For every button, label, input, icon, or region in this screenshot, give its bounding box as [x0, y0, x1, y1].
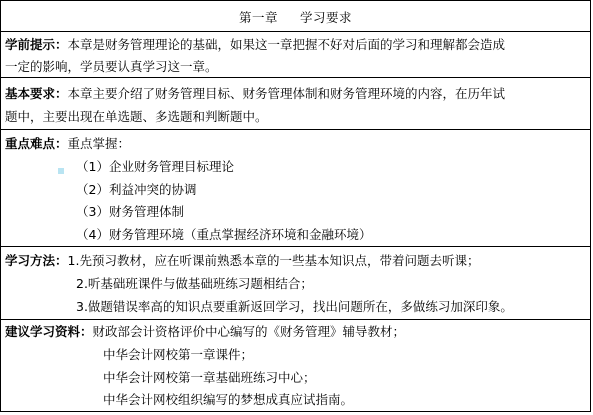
table-title-row: [1, 1, 590, 31]
basic-requirements-label: 基本要求：: [5, 86, 68, 101]
suggested-materials-line-1: [5, 324, 405, 340]
key-point-item: （3）财务管理体制: [76, 204, 184, 219]
basic-requirements-row: [1, 77, 590, 129]
basic-requirements-text-2: 题中，主要出现在单选题、多选题和判断题中。: [5, 109, 268, 124]
key-points-row: [1, 129, 590, 246]
pre-study-tip-label: 学前提示：: [5, 37, 68, 52]
chapter-label: 第一章: [238, 10, 278, 25]
key-points-label: 重点难点：: [5, 136, 68, 151]
study-method-item: 3.做题错误率高的知识点要重新返回学习，找出问题所在，多做练习加深印象。: [76, 299, 513, 314]
chapter-name: 学习要求: [300, 10, 353, 25]
suggested-materials-label: 建议学习资料：: [5, 324, 93, 339]
study-method-item: 2.听基础班课件与做基础班练习题相结合；: [76, 276, 313, 291]
study-method-item: 1.先预习教材，应在听课前熟悉本章的一些基本知识点，带着问题去听课；: [67, 253, 480, 268]
suggested-materials-text-1: 财政部会计资格评价中心编写的《财务管理》辅导教材；: [92, 324, 406, 339]
study-methods-label: 学习方法：: [5, 253, 68, 268]
suggested-material-item: 中华会计网校第一章基础班练习中心；: [103, 370, 316, 385]
pre-study-tip-row: [1, 31, 590, 77]
key-point-item: （2）利益冲突的协调: [76, 182, 197, 197]
key-point-item: （4）财务管理环境（重点掌握经济环境和金融环境）: [76, 227, 372, 242]
key-points-line-1: [5, 136, 130, 152]
table-title: [1, 8, 590, 26]
pre-study-tip-line-1: [5, 37, 505, 53]
study-methods-row: [1, 246, 590, 319]
suggested-materials-row: [1, 319, 590, 412]
key-points-intro: 重点掌握：: [67, 136, 131, 151]
basic-requirements-text-1: 本章主要介绍了财务管理目标、财务管理体制和财务管理环境的内容，在历年试: [67, 86, 506, 101]
decorative-marker: [58, 168, 64, 174]
pre-study-tip-text-2: 一定的影响，学员要认真学习这一章。: [5, 59, 218, 74]
basic-requirements-line-1: [5, 86, 505, 102]
suggested-material-item: 中华会计网校第一章课件；: [103, 347, 254, 362]
pre-study-tip-text-1: 本章是财务管理理论的基础，如果这一章把握不好对后面的学习和理解都会造成: [67, 37, 506, 52]
key-point-item: （1）企业财务管理目标理论: [76, 159, 234, 174]
suggested-material-item: 中华会计网校组织编写的梦想成真应试指南。: [103, 392, 354, 407]
study-methods-line-1: [5, 253, 479, 269]
